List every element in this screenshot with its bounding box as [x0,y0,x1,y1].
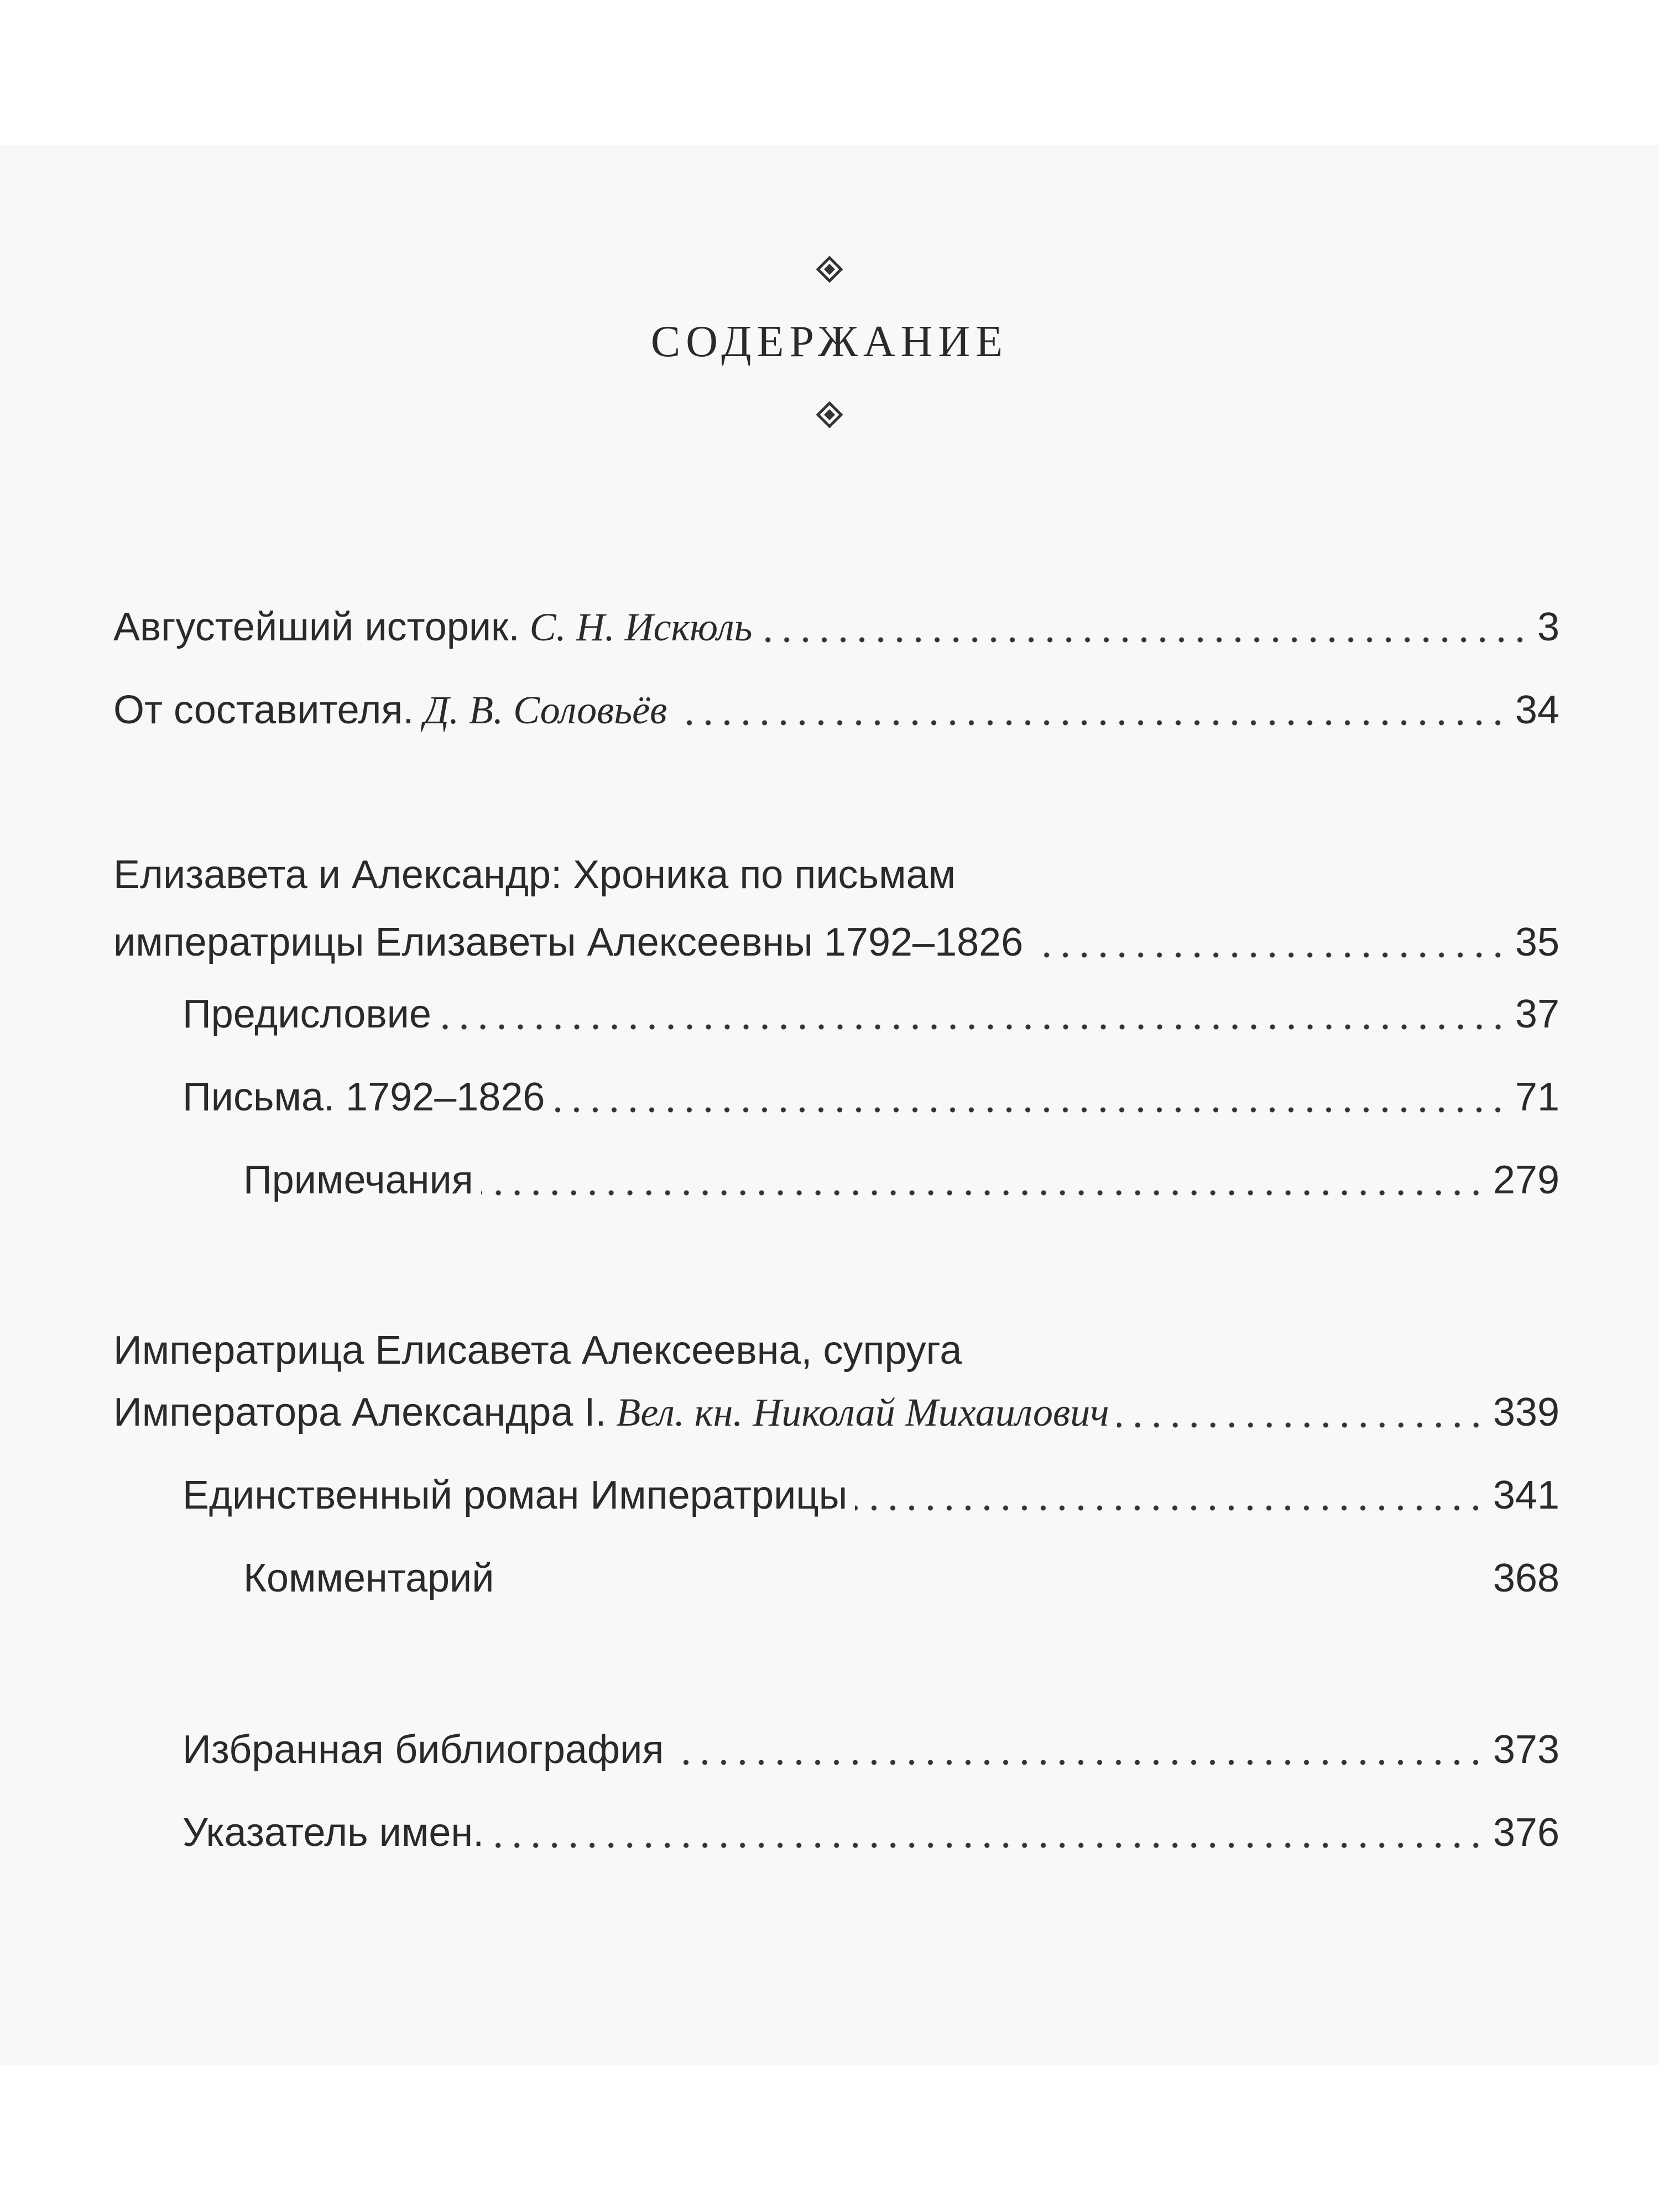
toc-page-number: 373 [1493,1728,1559,1772]
toc-entry-label: Комментарий [243,1556,494,1600]
toc-page-number: 339 [1493,1390,1559,1434]
toc-entry-label: От составителя. [113,688,414,732]
dot-leader [481,1190,1485,1196]
toc-entry-label: Письма. 1792–1826 [182,1075,545,1119]
toc-entry[interactable] [182,1467,1559,1522]
toc-entry[interactable] [113,598,1559,654]
dot-leader [671,1760,1485,1765]
toc-page-number: 71 [1515,1075,1559,1119]
dot-leader [1031,952,1507,958]
dot-leader [492,1843,1485,1848]
toc-entry[interactable] [113,914,1559,969]
toc-entry[interactable] [182,1804,1559,1859]
dot-leader [552,1107,1507,1113]
toc-entry[interactable] [113,1384,1559,1439]
toc-entry-line1[interactable]: Императрица Елисавета Алексеевна, супруга [113,1328,962,1373]
toc-page-number: 279 [1493,1158,1559,1202]
toc-entry[interactable] [182,985,1559,1041]
toc-entry-label: Примечания [243,1158,473,1202]
toc-entry[interactable] [113,681,1559,737]
toc-page-number: 3 [1537,605,1559,649]
toc-entry[interactable] [243,1550,1559,1605]
diamond-ornament-icon [816,401,843,429]
dot-leader [675,720,1507,726]
toc-page-number: 368 [1493,1556,1559,1600]
toc-entry-label: Избранная библиография [182,1728,664,1772]
toc-entry-label: Августейший историк. [113,605,520,649]
toc-entry-line1[interactable]: Елизавета и Александр: Хроника по письмам [113,853,956,897]
toc-page-number: 37 [1515,992,1559,1036]
toc-entry-label: Указатель имен. [182,1811,484,1855]
toc-entry[interactable] [182,1721,1559,1776]
toc-entry-label: Единственный роман Императрицы [182,1473,848,1517]
dot-leader [855,1505,1485,1511]
toc-entry[interactable] [182,1068,1559,1124]
dot-leader [1117,1422,1485,1428]
toc-entry-author: Вел. кн. Николай Михаилович [616,1390,1109,1434]
toc-page-number: 35 [1515,920,1559,964]
dot-leader [439,1024,1507,1030]
page-title: СОДЕРЖАНИЕ [650,317,1009,366]
toc-entry-label: Предисловие [182,992,431,1036]
toc-entry-label: императрицы Елизаветы Алексеевны 1792–1826 [113,920,1024,964]
toc-entry[interactable] [243,1151,1559,1207]
toc-page-number: 376 [1493,1811,1559,1855]
toc-page-number: 341 [1493,1473,1559,1517]
toc-page-number: 34 [1515,688,1559,732]
dot-leader [760,637,1530,643]
toc-entry-label: Императора Александра I. [113,1390,607,1434]
toc-entry-author: С. Н. Искюль [529,605,753,649]
toc-entry-author: Д. В. Соловьёв [424,688,667,732]
diamond-ornament-icon [816,255,843,283]
